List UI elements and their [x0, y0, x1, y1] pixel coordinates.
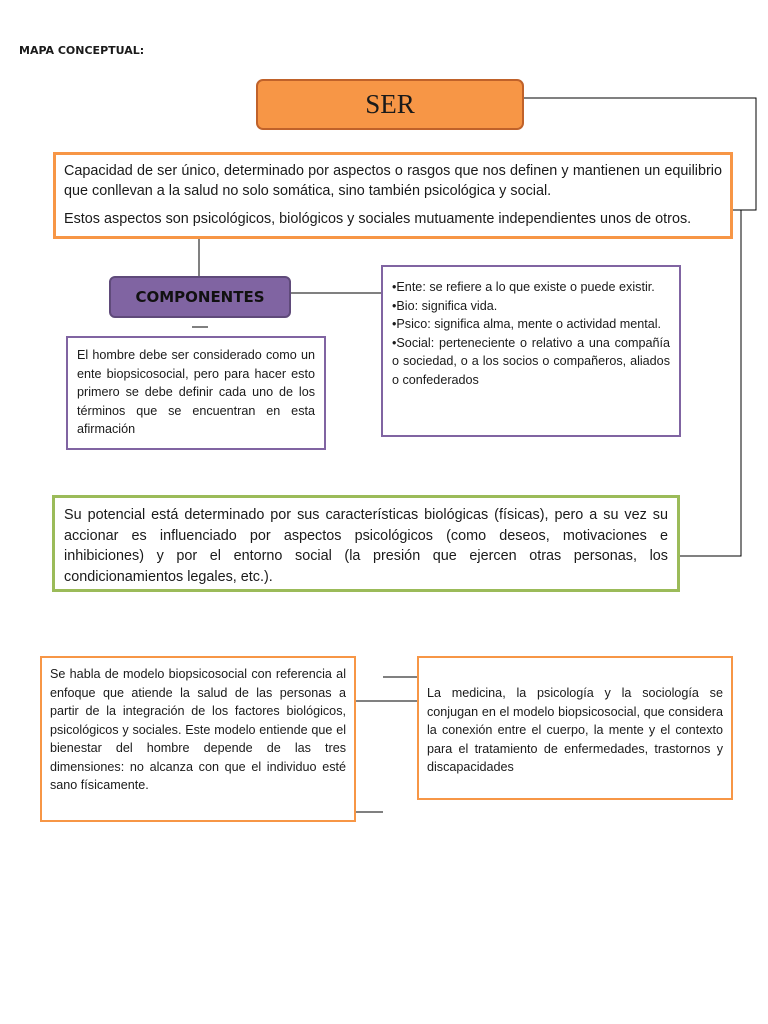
- hombre-box: El hombre debe ser considerado como un ente biopsicosocial, pero para hacer esto primero se debe definir cada uno de los términos que se encuentran en esta afirmación: [66, 336, 326, 450]
- termino-bio: •Bio: significa vida.: [392, 298, 498, 313]
- modelo-box: Se habla de modelo biopsicosocial con referencia al enfoque que atiende la salud de las personas a partir de la integración de los factores biológicos, psicológicos y sociales. Este modelo entiende que el bienestar del hombre depende de las tres dimensiones: no alcanza con que el individuo esté sano físicamente.: [40, 656, 356, 822]
- definition-box: [53, 152, 733, 239]
- termino-social: •Social: perteneciente o relativo a una compañía o sociedad, o a los socios o compañeros, aliados o confederados: [392, 335, 670, 387]
- definition-paragraph-2: Estos aspectos son psicológicos, biológicos y sociales mutuamente independientes unos de otros.: [64, 211, 692, 227]
- componentes-node: COMPONENTES: [109, 276, 291, 318]
- page-heading: MAPA CONCEPTUAL:: [19, 44, 145, 57]
- termino-ente: •Ente: se refiere a lo que existe o puede existir.: [392, 280, 655, 294]
- medicina-box: La medicina, la psicología y la sociología se conjugan en el modelo biopsicosocial, que considera la conexión entre el cuerpo, la mente y el contexto para el tratamiento de enfermedades, trastornos y discapacidades: [417, 656, 733, 800]
- ser-node: SER: [256, 79, 524, 130]
- definition-paragraph-1: Capacidad de ser único, determinado por aspectos o rasgos que nos definen y mantienen un equilibrio que conllevan a la salud no solo somática, sino también psicológica y social.: [64, 163, 722, 199]
- termino-psico: •Psico: significa alma, mente o actividad mental.: [392, 317, 662, 331]
- potencial-box: Su potencial está determinado por sus características biológicas (físicas), pero a su vez su accionar es influenciado por aspectos psicológicos (como deseos, motivaciones e inhibiciones) y por el entorno social (la presión que ejercen otras personas, los condicionamientos legales, etc.).: [52, 495, 680, 592]
- connector-potencial: [680, 210, 741, 556]
- terminos-box: [381, 265, 681, 437]
